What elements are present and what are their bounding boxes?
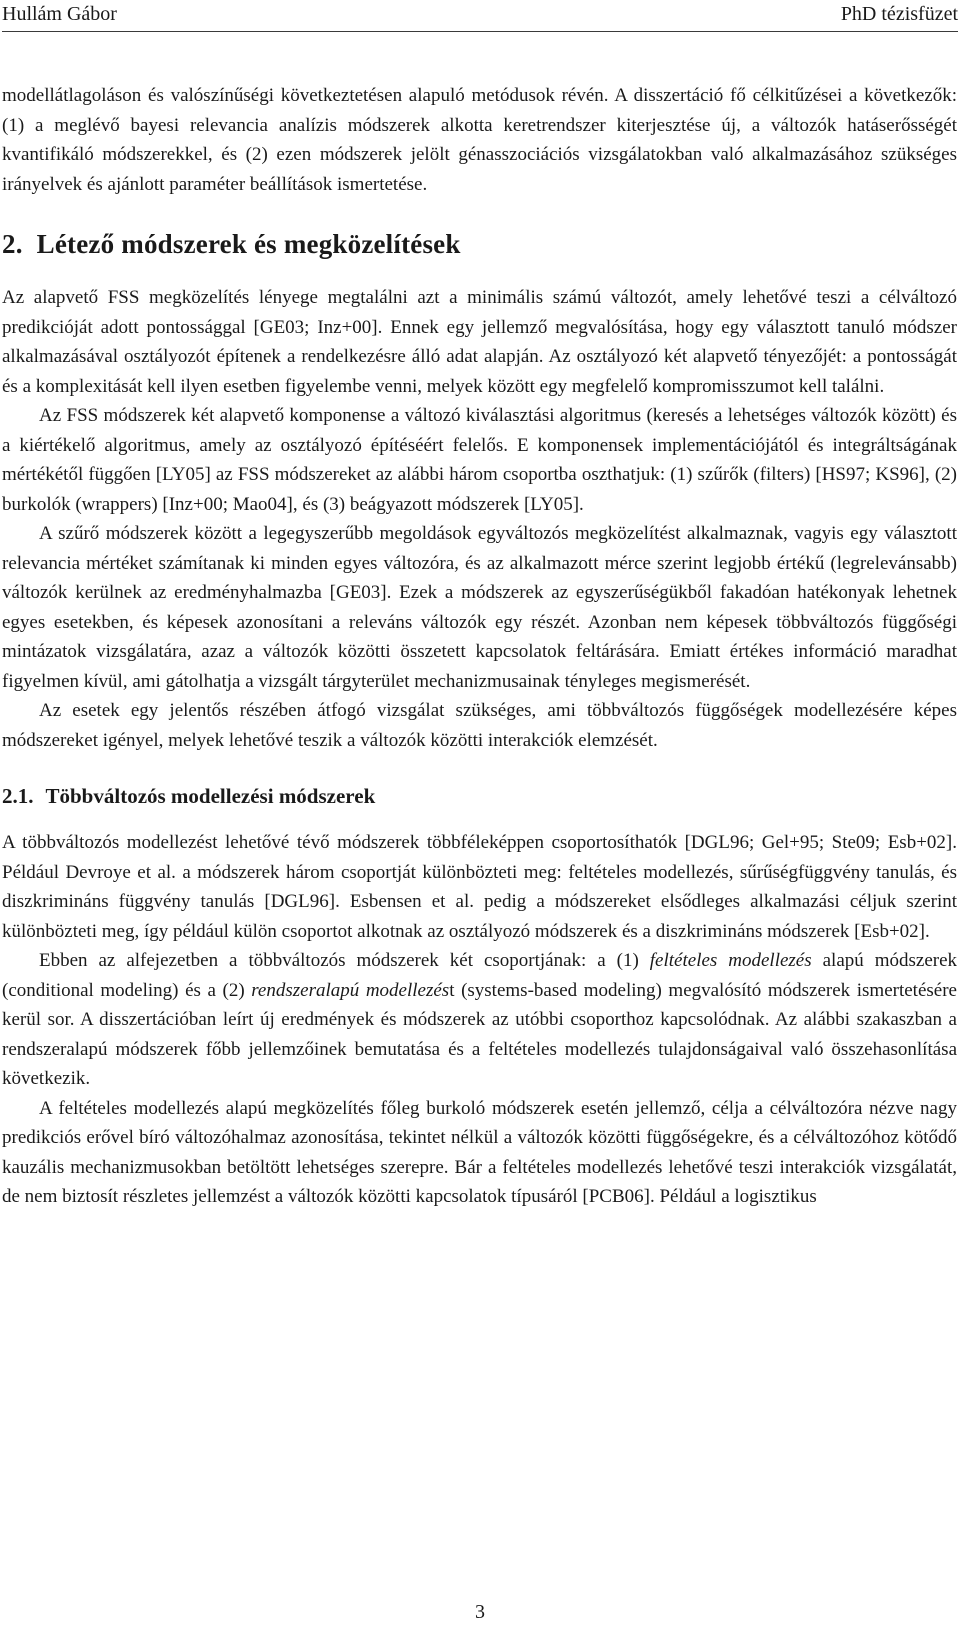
italic-term: feltételes modellezés [649,950,812,971]
subsection-paragraph [2,946,957,1094]
header-author: Hullám Gábor [2,3,117,25]
main-content [2,81,957,1212]
section-title: Létező módszerek és megközelítések [36,229,461,259]
page-number: 3 [475,1601,485,1623]
section-paragraph: Az alapvető FSS megközelítés lényege megtalálni azt a minimális számú változót, amely lehetővé teszi a célváltozó predikcióját adott pontossággal [GE03; Inz+00]. Ennek egy jellemző megvalósítása, hogy egy választott tanuló módszer alkalmazásával osztályozót építenek a rendelkezésre álló adat alapján. Az osztályozó két alapvető tényezőjét: a pontosságát és a komplexitását kell ilyen esetben figyelembe venni, melyek között egy megfelelő kompromisszumot kell találni. [2,287,957,397]
header-doc-type: PhD tézisfüzet [840,3,958,25]
section-paragraph: Az esetek egy jelentős részében átfogó vizsgálat szükséges, ami többváltozós függőségek modellezésére képes módszereket igényel, melyek lehetővé teszik a változók közötti interakciók elemzését. [2,700,957,751]
running-header [2,2,958,32]
subsection-number: 2.1. [2,784,34,808]
text-run: Ebben az alfejezetben a többváltozós módszerek két csoportjának: a (1) [39,950,650,971]
section-number: 2. [2,229,23,259]
subsection-heading [2,782,957,810]
subsection-paragraph: A többváltozós modellezést lehetővé tévő módszerek többféleképpen csoportosíthatók [DGL96; Gel+95; Ste09; Esb+02]. Például Devroye et al. a módszerek három csoportját különbözteti meg: feltételes modellezés, sűrűségfüggvény tanulás, és diszkrimináns függvény tanulás [DGL96]. Esbensen et al. pedig a módszereket elsődleges alkalmazási céljuk szerint különbözteti meg, így például külön csoportot alkotnak az osztályozó módszerek és a diszkrimináns módszerek [Esb+02]. [2,832,957,942]
italic-term: rendszeralapú modellezés [251,979,450,1001]
text-run: t (systems-based modeling) megvalósító módszerek ismertetésére kerül sor. A disszertációban leírt új eredmények és módszerek az utóbbi csoporthoz kapcsolódnak. Az alábbi szakaszban a rendszeralapú módszerek főbb jellemzőinek bemutatása és a feltételes modellezés tulajdonságaival való összehasonlítása következik. [2,979,957,1089]
subsection-paragraph: A feltételes modellezés alapú megközelítés főleg burkoló módszerek esetén jellemző, célja a célváltozóra nézve nagy predikciós erővel bíró változóhalmaz azonosítása, tekintet nélkül a változók közötti függőségekre, és a célváltozóhoz kötődő kauzális mechanizmusokban betöltött lehetséges szerepre. Bár a feltételes modellezés lehetővé teszi interakciók vizsgálatát, de nem biztosít részletes jellemzést a változók közötti kapcsolatok típusáról [PCB06]. Például a logisztikus [2,1097,957,1207]
subsection-title: Többváltozós modellezési módszerek [45,784,376,808]
section-heading [2,227,957,261]
section-paragraph: A szűrő módszerek között a legegyszerűbb megoldások egyváltozós megközelítést alkalmaznak, vagyis egy választott relevancia mértéket számítanak ki minden egyes változóra, és az alkalmazott mérce szerint legjobb értékű (legrelevánsabb) változók kerülnek az eredményhalmazba [GE03]. Ezek a módszerek az egyszerűségükből fakadóan hatékonyak lehetnek egyes esetekben, és képesek azonosítani a releváns változók egy részét. Azonban nem képesek többváltozós függőségi mintázatok vizsgálatára, azaz a változók közötti összetett kapcsolatok feltárására. Emiatt értékes információ maradhat figyelmen kívül, ami gátolhatja a vizsgált tárgyterület mechanizmusainak tényleges megismerését. [2,523,957,692]
intro-paragraph: modellátlagoláson és valószínűségi következtetésen alapuló metódusok révén. A disszertáció fő célkitűzései a következők: (1) a meglévő bayesi relevancia analízis módszerek alkotta keretrendszer kiterjesztése új, a változók hatáserősségét kvantifikáló módszerekkel, és (2) ezen módszerek jelölt génasszociációs vizsgálatokban való alkalmazásához szükséges irányelvek és ajánlott paraméter beállítások ismertetése. [2,85,957,195]
section-paragraph: Az FSS módszerek két alapvető komponense a változó kiválasztási algoritmus (keresés a lehetséges változók között) és a kiértékelő algoritmus, amely az osztályozó építéséért felelős. E komponensek implementációjától és integráltságának mértékétől függően [LY05] az FSS módszereket az alábbi három csoportba oszthatjuk: (1) szűrők (filters) [HS97; KS96], (2) burkolók (wrappers) [Inz+00; Mao04], és (3) beágyazott módszerek [LY05]. [2,405,957,515]
text-run: alapú módszerek (conditional modeling) és a (2) [2,950,958,1001]
